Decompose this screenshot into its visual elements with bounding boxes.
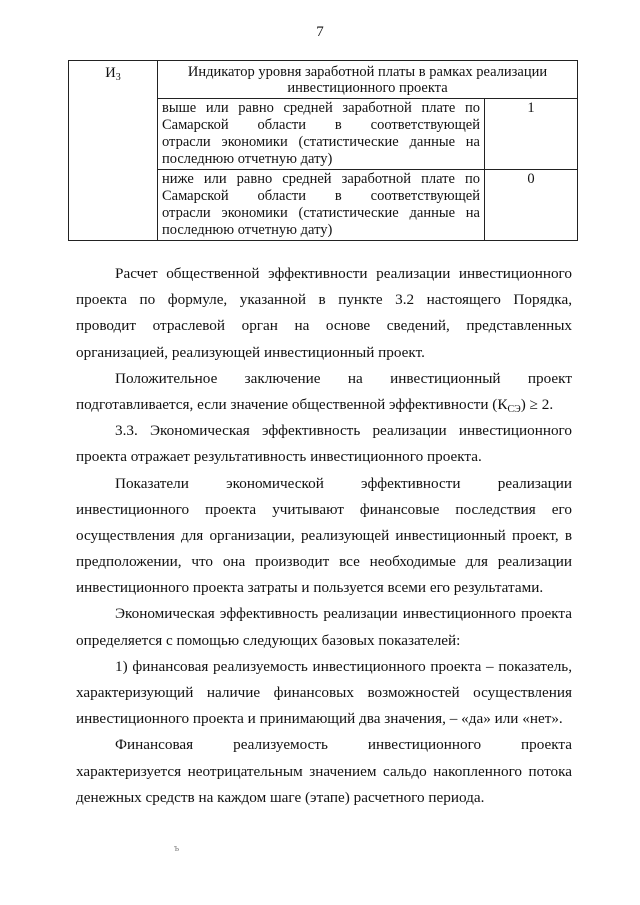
text-line: проводит отраслевой орган на основе сведений, представленных [76, 317, 572, 335]
spacer-cell [578, 61, 579, 241]
text-line: характеризующий наличие финансовых возможностей осуществления [76, 684, 572, 701]
text-line [76, 392, 572, 418]
text-line: Положительное заключение на инвестиционный проект [115, 369, 572, 387]
indicator-title-cell [158, 61, 578, 99]
description-line: отрасли экономики (статистические данные на [162, 134, 480, 150]
text-line: Расчет общественной эффективности реализации инвестиционного [115, 265, 572, 282]
text-line: характеризуется неотрицательным значением сальдо накопленного потока [76, 762, 572, 780]
text-line: инвестиционного проекта учитывают финансовые последствия его [76, 500, 572, 518]
text-line: Показатели экономической эффективности реализации [115, 474, 572, 492]
description-line: Самарской области в соответствующей [162, 188, 480, 204]
text-fragment: ) ≥ 2. [520, 395, 554, 413]
description-line: выше или равно средней заработной плате по [162, 100, 480, 116]
indicator-title-line: Индикатор уровня заработной платы в рамках реализации [187, 64, 548, 80]
description-line: последнюю отчетную дату) [162, 222, 333, 238]
text-line: денежных средств на каждом шаге (этапе) расчетного периода. [76, 788, 485, 806]
body-text [76, 261, 572, 811]
indicator-code: И [105, 65, 116, 81]
indicator-title-line: инвестиционного проекта [287, 80, 448, 96]
text-line: проекта отражает результативность инвестиционного проекта. [76, 448, 482, 466]
text-line: 3.3. Экономическая эффективность реализации инвестиционного [115, 422, 572, 440]
row-description [158, 99, 485, 170]
page-number: 7 [316, 24, 324, 40]
indicator-code-subscript: 3 [115, 72, 121, 83]
description-line: Самарской области в соответствующей [162, 117, 480, 133]
description-line: отрасли экономики (статистические данные на [162, 205, 480, 221]
text-line: определяется с помощью следующих базовых показателей: [76, 631, 461, 649]
indicator-table [68, 60, 578, 241]
paragraph-financial-feasibility [76, 654, 572, 733]
text-line: организацией, реализующей инвестиционный проект. [76, 343, 425, 361]
paragraph-economic-efficiency [76, 418, 572, 470]
formula-subscript: СЭ [507, 403, 521, 415]
paragraph-indicators [76, 471, 572, 602]
text-line: Экономическая эффективность реализации инвестиционного проекта [115, 605, 572, 623]
text-line: 1) финансовая реализуемость инвестиционного проекта – показатель, [115, 657, 572, 675]
text-line: проекта по формуле, указанной в пункте 3.2 настоящего Порядка, [76, 291, 572, 309]
row-value: 1 [485, 99, 578, 170]
scan-mark: ъ [174, 843, 180, 854]
text-line: Финансовая реализуемость инвестиционного проекта [115, 736, 572, 754]
text-line: инвестиционного проекта затраты и пользуется всеми его результатами. [76, 579, 544, 597]
text-line: осуществления для организации, реализующей инвестиционный проект, в [76, 526, 572, 544]
description-line: ниже или равно средней заработной плате по [162, 171, 480, 187]
paragraph-financial-feasibility-definition [76, 732, 572, 811]
row-value: 0 [485, 170, 578, 241]
text-line: предположении, что она производит все необходимые для реализации [76, 553, 572, 571]
indicator-code-cell [69, 61, 158, 241]
table-header-row [69, 61, 579, 99]
paragraph-public-efficiency [76, 261, 572, 366]
text-line: инвестиционного проекта и принимающий два значения, – «да» или «нет». [76, 710, 563, 728]
text-fragment: подготавливается, если значение общественной эффективности (К [76, 395, 508, 413]
paragraph-positive-conclusion [76, 366, 572, 418]
row-description [158, 170, 485, 241]
description-line: последнюю отчетную дату) [162, 151, 333, 167]
paragraph-base-indicators [76, 601, 572, 653]
